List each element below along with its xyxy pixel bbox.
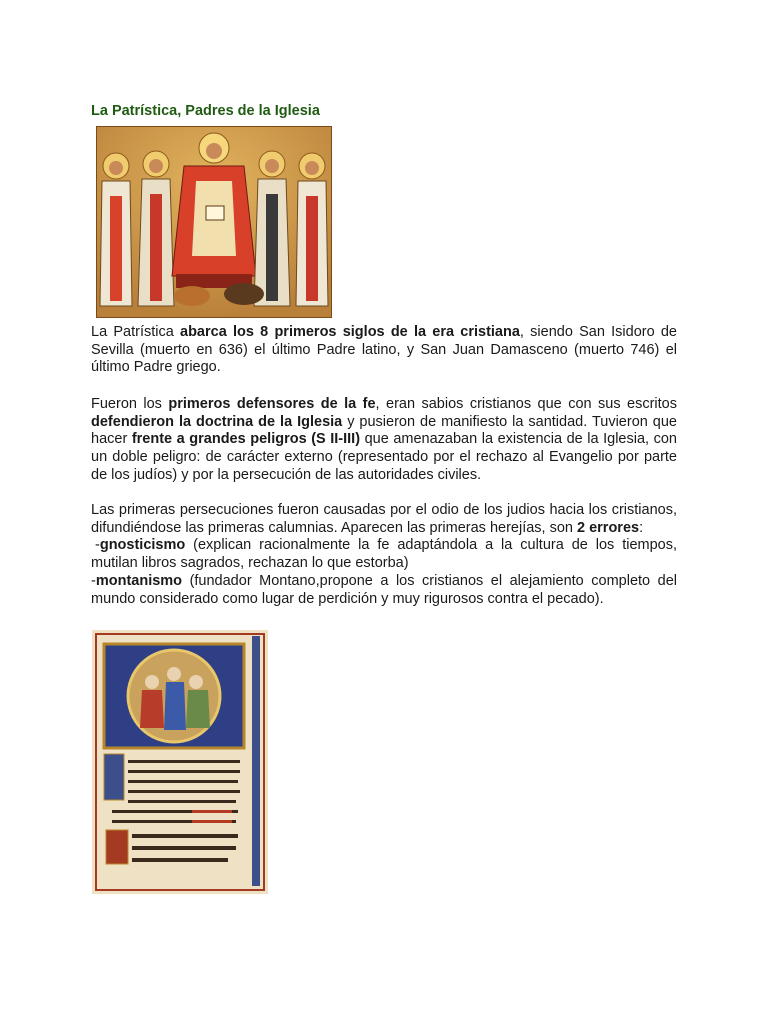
manuscript-image — [92, 630, 268, 894]
l2-bold: montanismo — [95, 572, 183, 589]
fathers-icon-image — [96, 126, 332, 318]
l2-prefix: - — [91, 572, 96, 589]
p2-bold-2: defendieron la doctrina de la Iglesia — [91, 413, 343, 430]
p3-text-2: : — [639, 519, 644, 536]
l1-prefix: - — [95, 537, 100, 554]
list-item-gnosticismo — [91, 537, 677, 571]
p1-text-2: , siendo San Isidoro de Sevilla (muerto en 636) el último Padre latino, y San Juan Damasceno (muerto 746) el último Padre griego. — [91, 324, 678, 376]
p2-text-1: Fueron los — [91, 396, 169, 412]
paragraph-patristica — [91, 324, 677, 377]
list-item-montanismo — [91, 573, 677, 607]
p3-bold-1: 2 errores — [577, 519, 640, 536]
p2-bold-3: frente a grandes peligros (S II-III) — [131, 431, 361, 448]
p2-text-3: y pusieron de manifiesto la santidad. Tuvieron que hacer — [91, 413, 677, 448]
p3-text-1: Las primeras persecuciones fueron causadas por el odio de los judios hacia los cristianos, difundiéndose las primeras calumnias. Aparecen las primeras herejías, son — [91, 502, 677, 536]
l2-text: (fundador Montano,propone a los cristianos el alejamiento completo del mundo considerado como lugar de perdición y muy rigurosos contra el pecado). — [91, 572, 677, 607]
l1-bold: gnosticismo — [99, 537, 186, 554]
paragraph-persecuciones — [91, 502, 677, 608]
page-title: La Patrística, Padres de la Iglesia — [91, 103, 320, 119]
paragraph-defensores — [91, 396, 677, 485]
p2-bold-1: primeros defensores de la fe — [168, 396, 376, 412]
p1-bold-1: abarca los 8 primeros siglos de la era cristiana — [180, 324, 520, 340]
p2-text-4: que amenazaban la existencia de la Iglesia, con un doble peligro: de carácter externo (representado por el rechazo al Evangelio por parte de los judíos) y por la persecución de las autoridades civiles. — [91, 431, 677, 483]
p1-text-1: La Patrística — [91, 324, 181, 340]
p2-text-2: , eran sabios cristianos que con sus escritos — [375, 396, 678, 412]
l1-text: (explican racionalmente la fe adaptándola a la cultura de los tiempos, mutilan libros sagrados, rechazan lo que estorba) — [91, 537, 677, 572]
